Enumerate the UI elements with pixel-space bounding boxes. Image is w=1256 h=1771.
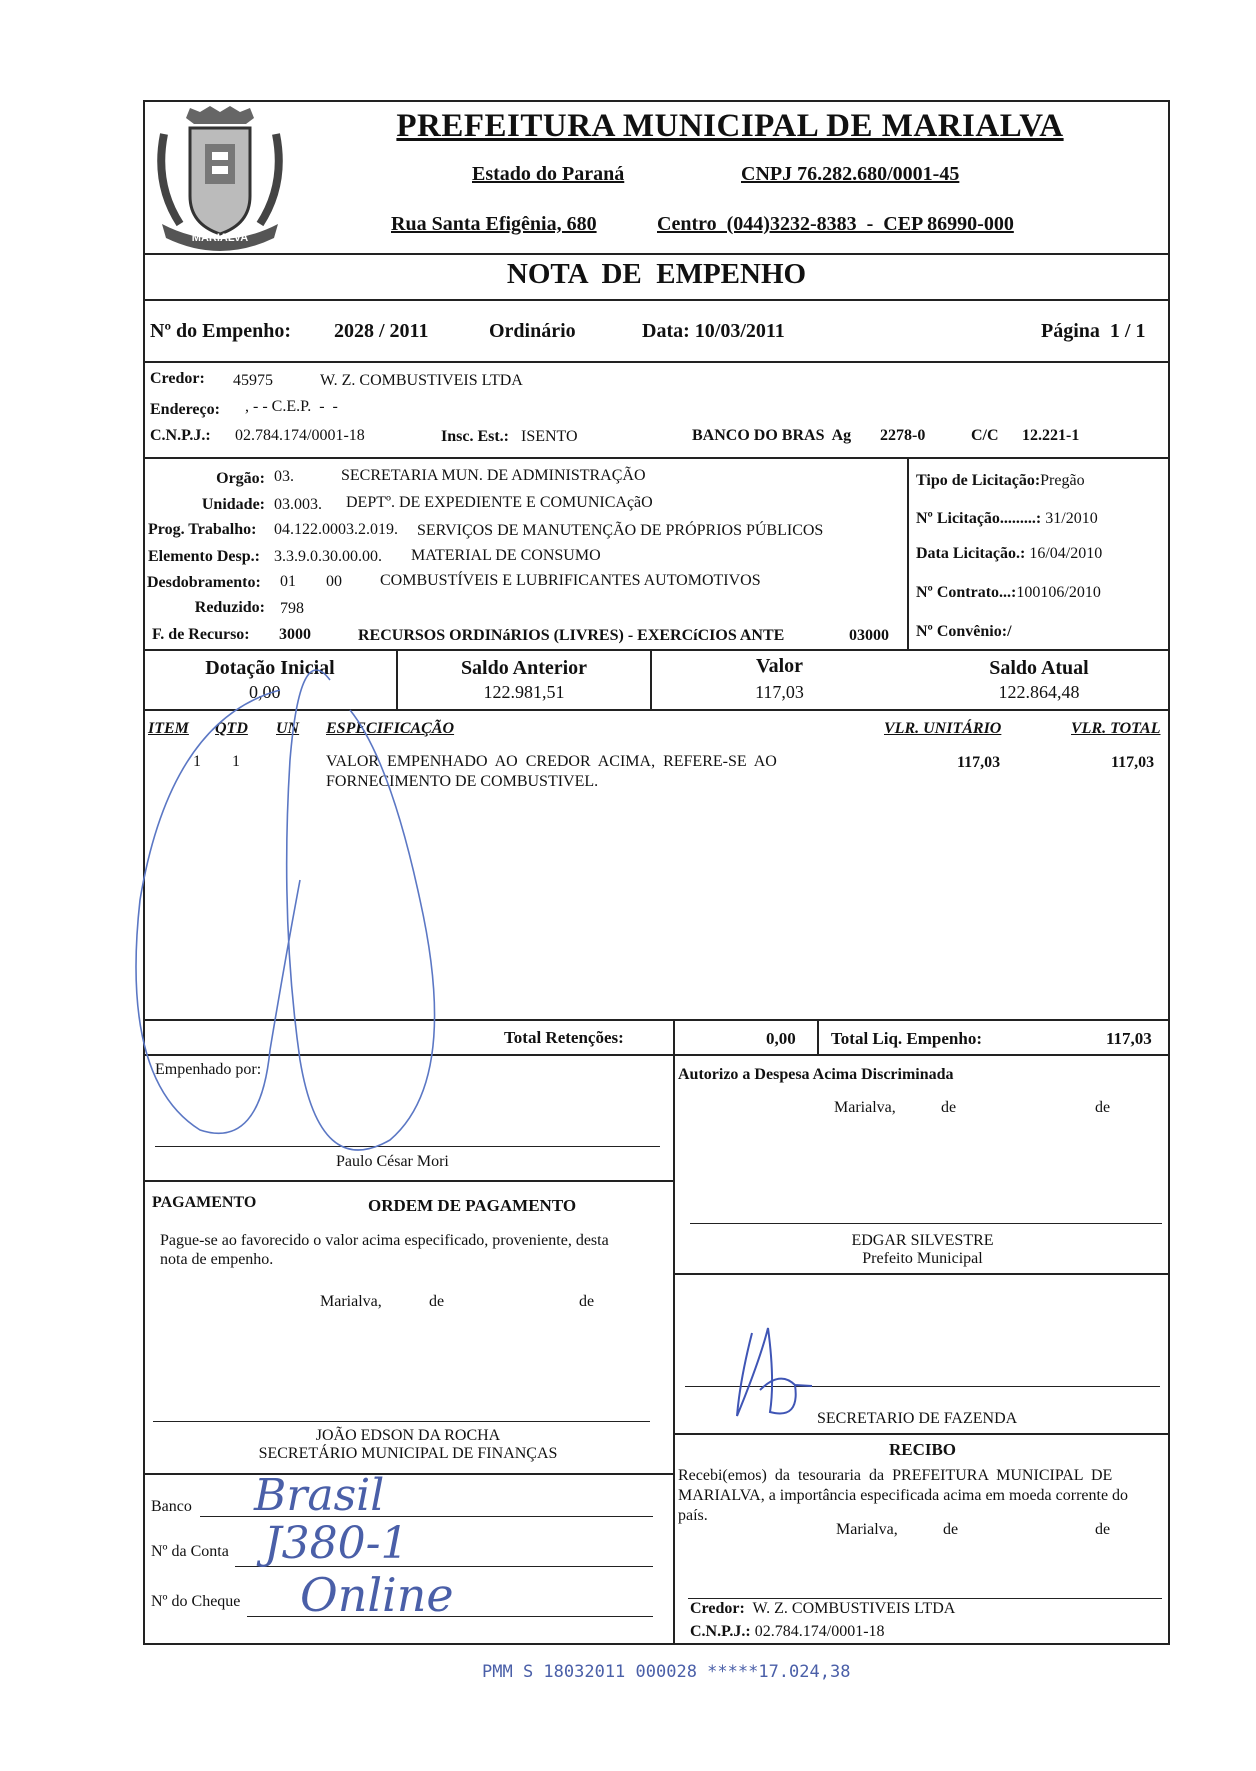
empenho-date: Data: 10/03/2011 bbox=[642, 320, 785, 342]
cnpj-label: C.N.P.J.: bbox=[150, 427, 211, 444]
pagamento-texto2: nota de empenho. bbox=[160, 1251, 274, 1268]
col-un: UN bbox=[276, 720, 300, 737]
insc-value: ISENTO bbox=[521, 428, 578, 445]
cc-value: 12.221-1 bbox=[1022, 427, 1080, 444]
recibo-de1: de bbox=[943, 1521, 959, 1538]
pagamento-de2: de bbox=[579, 1293, 595, 1310]
recibo-title: RECIBO bbox=[888, 1440, 957, 1459]
licitacao-tipo-label: Tipo de Licitação: bbox=[916, 472, 1041, 489]
valor-label: Valor bbox=[755, 655, 804, 677]
prog-value: 04.122.0003.2.019. bbox=[274, 521, 398, 538]
agencia: 2278-0 bbox=[880, 427, 926, 444]
recibo-credor-value: W. Z. COMBUSTIVEIS LTDA bbox=[752, 1600, 956, 1617]
desdobramento-label: Desdobramento: bbox=[147, 574, 261, 591]
credor-code: 45975 bbox=[233, 372, 273, 389]
recibo-credor bbox=[690, 1600, 955, 1618]
banco-label: Banco bbox=[151, 1498, 192, 1515]
licitacao-convenio: Nº Convênio:/ bbox=[916, 623, 1012, 640]
reduzido-value: 798 bbox=[280, 600, 304, 617]
empenho-type: Ordinário bbox=[489, 320, 576, 342]
recurso-value: 3000 bbox=[279, 626, 311, 643]
desdobramento-desc: COMBUSTÍVEIS E LUBRIFICANTES AUTOMOTIVOS bbox=[380, 572, 761, 589]
licitacao-num-value: 31/2010 bbox=[1045, 510, 1098, 527]
empenhado-nome: Paulo César Mori bbox=[336, 1153, 449, 1170]
prog-label: Prog. Trabalho: bbox=[148, 521, 257, 538]
recurso-label: F. de Recurso: bbox=[152, 626, 250, 643]
recibo-cnpj bbox=[690, 1623, 885, 1641]
empenho-number-label: Nº do Empenho: bbox=[150, 320, 292, 342]
row-spec-line1: VALOR EMPENHADO AO CREDOR ACIMA, REFERE-SE AO bbox=[326, 753, 777, 770]
credor-name: W. Z. COMBUSTIVEIS LTDA bbox=[320, 372, 523, 389]
row-spec-line2: FORNECIMENTO DE COMBUSTIVEL. bbox=[326, 773, 599, 790]
recibo-de2: de bbox=[1095, 1521, 1111, 1538]
cheque-handwritten: Online bbox=[300, 1568, 454, 1622]
total-liq-value: 117,03 bbox=[1106, 1029, 1152, 1048]
row-vlr-unitario: 117,03 bbox=[957, 754, 1001, 771]
cnpj-value: 02.784.174/0001-18 bbox=[235, 427, 365, 444]
licitacao-data bbox=[916, 545, 1102, 563]
total-retencoes-label: Total Retenções: bbox=[504, 1028, 624, 1047]
prog-desc: SERVIÇOS DE MANUTENÇÃO DE PRÓPRIOS PÚBLICOS bbox=[417, 522, 824, 539]
prefeito-cargo: Prefeito Municipal bbox=[862, 1250, 983, 1267]
financas-cargo: SECRETÁRIO MUNICIPAL DE FINANÇAS bbox=[258, 1445, 558, 1462]
page-number: Página 1 / 1 bbox=[1041, 320, 1146, 342]
licitacao-data-label: Data Licitação.: bbox=[916, 545, 1026, 562]
col-vlr-total: VLR. TOTAL bbox=[1071, 720, 1161, 737]
licitacao-num-label: Nº Licitação.........: bbox=[916, 510, 1042, 527]
unidade-value: 03.003. bbox=[274, 496, 322, 513]
endereco-label: Endereço: bbox=[150, 401, 220, 418]
col-vlr-unitario: VLR. UNITÁRIO bbox=[884, 720, 1002, 737]
empenho-number: 2028 / 2011 bbox=[334, 320, 429, 342]
conta-handwritten: J380-1 bbox=[264, 1518, 409, 1569]
total-liq-label: Total Liq. Empenho: bbox=[831, 1029, 982, 1048]
header-state: Estado do Paraná bbox=[472, 163, 625, 185]
cc-label: C/C bbox=[971, 427, 999, 444]
recibo-texto1: Recebi(emos) da tesouraria da PREFEITURA MUNICIPAL DE bbox=[678, 1467, 1113, 1484]
recurso-code: 03000 bbox=[849, 627, 889, 644]
ordem-pagamento: ORDEM DE PAGAMENTO bbox=[368, 1196, 577, 1215]
banco-handwritten: Brasil bbox=[254, 1470, 385, 1521]
unidade-desc: DEPTº. DE EXPEDIENTE E COMUNICAçãO bbox=[346, 494, 653, 511]
pagamento-texto1: Pague-se ao favorecido o valor acima especificado, proveniente, desta bbox=[160, 1232, 609, 1249]
saldo-anterior-value: 122.981,51 bbox=[483, 682, 565, 702]
elemento-value: 3.3.9.0.30.00.00. bbox=[274, 548, 382, 565]
desdobramento-b: 00 bbox=[326, 573, 342, 590]
row-vlr-total: 117,03 bbox=[1111, 754, 1155, 771]
recibo-texto2: MARIALVA, a importância especificada acima em moeda corrente do bbox=[678, 1487, 1129, 1504]
dotacao-inicial-label: Dotação Inicial bbox=[205, 657, 335, 679]
cheque-label: Nº do Cheque bbox=[151, 1593, 241, 1610]
autorizo-de1: de bbox=[941, 1099, 957, 1116]
licitacao-tipo-value: Pregão bbox=[1040, 472, 1085, 489]
header-address: Rua Santa Efigênia, 680 bbox=[391, 213, 597, 235]
pagamento-label: PAGAMENTO bbox=[152, 1194, 257, 1211]
licitacao-contrato-label: Nº Contrato...: bbox=[916, 584, 1017, 601]
pagamento-local: Marialva, bbox=[320, 1293, 382, 1310]
saldo-atual-label: Saldo Atual bbox=[989, 657, 1089, 679]
row-qtd: 1 bbox=[232, 753, 240, 770]
credor-label: Credor: bbox=[150, 370, 205, 387]
autorizo-label: Autorizo a Despesa Acima Discriminada bbox=[678, 1066, 954, 1083]
recurso-desc: RECURSOS ORDINáRIOS (LIVRES) - EXERCíCIOS ANTE bbox=[358, 627, 785, 644]
dotacao-inicial-value: 0,00 bbox=[249, 682, 281, 702]
orgao-label: Orgão: bbox=[216, 470, 265, 487]
desdobramento-a: 01 bbox=[280, 573, 296, 590]
recibo-texto3: país. bbox=[678, 1507, 708, 1524]
licitacao-tipo bbox=[916, 472, 1085, 490]
prefeito-nome: EDGAR SILVESTRE bbox=[851, 1232, 994, 1249]
valor-value: 117,03 bbox=[755, 682, 804, 702]
total-retencoes-value: 0,00 bbox=[766, 1029, 796, 1048]
unidade-label: Unidade: bbox=[201, 496, 265, 513]
insc-label: Insc. Est.: bbox=[441, 428, 510, 445]
col-item: ITEM bbox=[148, 720, 189, 737]
secretario-fazenda: SECRETARIO DE FAZENDA bbox=[817, 1410, 1018, 1427]
endereco-value: , - - C.E.P. - - bbox=[245, 398, 338, 415]
recibo-credor-label: Credor: bbox=[690, 1600, 745, 1617]
licitacao-num bbox=[916, 510, 1098, 528]
saldo-anterior-label: Saldo Anterior bbox=[460, 657, 588, 679]
recibo-cnpj-label: C.N.P.J.: bbox=[690, 1623, 751, 1640]
bank-stamp: PMM S 18032011 000028 *****17.024,38 bbox=[482, 1662, 851, 1682]
financas-nome: JOÃO EDSON DA ROCHA bbox=[315, 1427, 501, 1444]
orgao-desc: SECRETARIA MUN. DE ADMINISTRAÇÃO bbox=[341, 467, 646, 484]
header-cnpj: CNPJ 76.282.680/0001-45 bbox=[741, 163, 960, 185]
empenhado-label: Empenhado por: bbox=[155, 1061, 262, 1078]
saldo-atual-value: 122.864,48 bbox=[998, 682, 1080, 702]
recibo-cnpj-value: 02.784.174/0001-18 bbox=[754, 1623, 885, 1640]
row-item: 1 bbox=[193, 753, 201, 770]
autorizo-de2: de bbox=[1095, 1099, 1111, 1116]
licitacao-contrato bbox=[916, 584, 1101, 602]
header-address-rest: Centro (044)3232-8383 - CEP 86990-000 bbox=[657, 213, 1014, 235]
elemento-label: Elemento Desp.: bbox=[148, 548, 260, 565]
coat-of-arms-text: MARIALVA bbox=[191, 232, 249, 244]
header-title: PREFEITURA MUNICIPAL DE MARIALVA bbox=[396, 108, 1064, 144]
autorizo-local: Marialva, bbox=[834, 1099, 896, 1116]
banco-name: BANCO DO BRAS Ag bbox=[692, 427, 852, 444]
orgao-value: 03. bbox=[274, 468, 294, 485]
reduzido-label: Reduzido: bbox=[194, 599, 265, 616]
document-title: NOTA DE EMPENHO bbox=[506, 258, 807, 290]
conta-label: Nº da Conta bbox=[151, 1543, 229, 1560]
elemento-desc: MATERIAL DE CONSUMO bbox=[411, 547, 601, 564]
recibo-local: Marialva, bbox=[836, 1521, 898, 1538]
pagamento-de1: de bbox=[429, 1293, 445, 1310]
col-especificacao: ESPECIFICAÇÃO bbox=[326, 720, 455, 737]
coat-of-arms-icon bbox=[150, 104, 290, 252]
licitacao-data-value: 16/04/2010 bbox=[1029, 545, 1103, 562]
licitacao-contrato-value: 100106/2010 bbox=[1016, 584, 1101, 601]
col-qtd: QTD bbox=[215, 720, 248, 737]
